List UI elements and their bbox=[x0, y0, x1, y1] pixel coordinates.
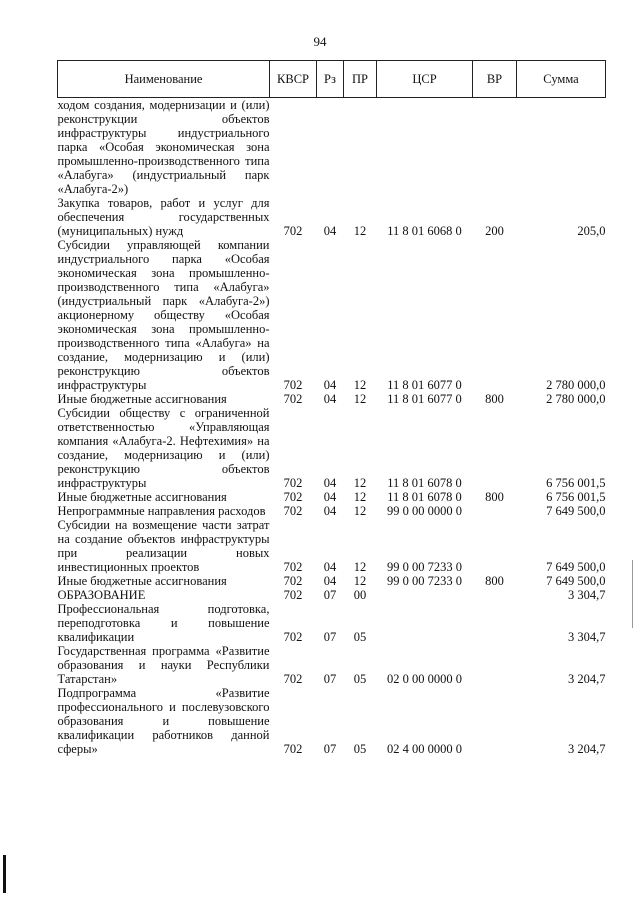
row-name: Иные бюджетные ассигнования bbox=[57, 574, 227, 588]
row-csr: 02 0 00 0000 0 bbox=[387, 672, 462, 686]
row-sum: 7 649 500,0 bbox=[546, 560, 606, 574]
row-name: Субсидии на возмещение части затрат на создание объектов инфраструктуры при реализации новых инвестиционных проектов bbox=[57, 518, 270, 574]
row-kvsr: 702 bbox=[283, 672, 303, 686]
table-row bbox=[58, 602, 606, 644]
row-rz: 04 bbox=[323, 378, 337, 392]
table-row bbox=[58, 392, 606, 406]
row-kvsr: 702 bbox=[283, 630, 303, 644]
table-row bbox=[58, 504, 606, 518]
header-rz: Рз bbox=[317, 61, 344, 98]
row-sum: 6 756 001,5 bbox=[546, 476, 606, 490]
row-pr: 12 bbox=[353, 378, 367, 392]
row-pr bbox=[344, 98, 377, 197]
row-vr bbox=[473, 686, 517, 756]
row-name: Профессиональная подготовка, переподготовка и повышение квалификации bbox=[57, 602, 270, 644]
row-pr: 12 bbox=[353, 490, 367, 504]
row-name: Закупка товаров, работ и услуг для обеспечения государственных (муниципальных) нужд bbox=[57, 196, 270, 238]
row-sum: 7 649 500,0 bbox=[546, 504, 606, 518]
row-pr: 05 bbox=[353, 742, 367, 756]
row-rz: 04 bbox=[323, 574, 337, 588]
row-kvsr: 702 bbox=[283, 560, 303, 574]
table-header-row bbox=[58, 61, 606, 98]
row-vr: 800 bbox=[485, 490, 504, 504]
row-name: Государственная программа «Развитие образования и науки Республики Татарстан» bbox=[57, 644, 270, 686]
row-rz: 04 bbox=[323, 224, 337, 238]
header-vr: ВР bbox=[473, 61, 517, 98]
row-pr: 12 bbox=[353, 574, 367, 588]
row-pr: 05 bbox=[353, 672, 367, 686]
row-rz: 07 bbox=[323, 588, 337, 602]
row-sum: 2 780 000,0 bbox=[546, 378, 606, 392]
row-sum: 3 204,7 bbox=[568, 672, 606, 686]
header-pr: ПР bbox=[344, 61, 377, 98]
row-sum: 7 649 500,0 bbox=[546, 574, 606, 588]
row-vr bbox=[473, 98, 517, 197]
row-name: Иные бюджетные ассигнования bbox=[57, 490, 227, 504]
row-pr: 05 bbox=[353, 630, 367, 644]
row-csr: 99 0 00 0000 0 bbox=[387, 504, 462, 518]
row-sum bbox=[517, 98, 606, 197]
row-csr: 11 8 01 6068 0 bbox=[387, 224, 462, 238]
row-pr: 12 bbox=[353, 392, 367, 406]
row-kvsr: 702 bbox=[283, 588, 303, 602]
row-vr bbox=[473, 588, 517, 602]
scan-edge-mark bbox=[3, 855, 6, 893]
row-rz: 04 bbox=[323, 392, 337, 406]
header-name: Наименование bbox=[58, 61, 270, 98]
row-csr: 11 8 01 6077 0 bbox=[387, 392, 462, 406]
row-csr: 11 8 01 6077 0 bbox=[387, 378, 462, 392]
row-csr: 02 4 00 0000 0 bbox=[387, 742, 462, 756]
row-rz: 07 bbox=[323, 630, 337, 644]
row-csr: 11 8 01 6078 0 bbox=[387, 490, 462, 504]
row-kvsr: 702 bbox=[283, 392, 303, 406]
table-row bbox=[58, 588, 606, 602]
row-kvsr: 702 bbox=[283, 504, 303, 518]
row-name: ОБРАЗОВАНИЕ bbox=[57, 588, 146, 602]
row-vr: 200 bbox=[485, 224, 504, 238]
table-row bbox=[58, 406, 606, 490]
row-sum: 6 756 001,5 bbox=[546, 490, 606, 504]
budget-table bbox=[57, 60, 606, 756]
row-csr: 99 0 00 7233 0 bbox=[387, 560, 462, 574]
row-sum: 205,0 bbox=[577, 224, 606, 238]
table-row bbox=[58, 644, 606, 686]
scan-artifact-line bbox=[632, 560, 633, 628]
row-kvsr bbox=[270, 98, 317, 197]
table-row bbox=[58, 238, 606, 392]
table-row bbox=[58, 98, 606, 197]
row-kvsr: 702 bbox=[283, 224, 303, 238]
row-name: Непрограммные направления расходов bbox=[57, 504, 266, 518]
row-vr bbox=[473, 504, 517, 518]
row-name: Субсидии управляющей компании индустриального парка «Особая экономическая зона промышленно-производственного типа «Алабуга» (индустриальный парк «Алабуга-2») акционерному обществу «Особая экономическая зона промышленно-производственного типа «Алабуга» на создание, модернизацию и (или) реконструкцию объектов инфраструктуры bbox=[57, 238, 270, 392]
row-sum: 3 204,7 bbox=[568, 742, 606, 756]
row-vr bbox=[473, 518, 517, 574]
row-vr: 800 bbox=[485, 392, 504, 406]
row-name: Подпрограмма «Развитие профессионального и послевузовского образования и повышение квалификации работников данной сферы» bbox=[57, 686, 270, 756]
table-row bbox=[58, 196, 606, 238]
row-rz: 04 bbox=[323, 504, 337, 518]
row-csr bbox=[377, 98, 473, 197]
row-rz: 07 bbox=[323, 672, 337, 686]
row-kvsr: 702 bbox=[283, 742, 303, 756]
row-pr: 00 bbox=[353, 588, 367, 602]
row-rz: 04 bbox=[323, 476, 337, 490]
row-csr bbox=[377, 588, 473, 602]
row-name: ходом создания, модернизации и (или) реконструкции объектов инфраструктуры индустриального парка «Особая экономическая зона промышленно-производственного типа «Алабуга» (индустриальный парк «Алабуга-2») bbox=[57, 98, 270, 196]
header-csr: ЦСР bbox=[377, 61, 473, 98]
row-rz: 04 bbox=[323, 560, 337, 574]
row-kvsr: 702 bbox=[283, 490, 303, 504]
row-rz bbox=[317, 98, 344, 197]
row-kvsr: 702 bbox=[283, 378, 303, 392]
row-pr: 12 bbox=[353, 504, 367, 518]
row-name: Субсидии обществу с ограниченной ответственностью «Управляющая компания «Алабуга-2. Нефтехимия» на создание, модернизацию и (или) реконструкцию объектов инфраструктуры bbox=[57, 406, 270, 490]
row-vr bbox=[473, 406, 517, 490]
row-csr: 99 0 00 7233 0 bbox=[387, 574, 462, 588]
row-sum: 3 304,7 bbox=[568, 630, 606, 644]
row-kvsr: 702 bbox=[283, 574, 303, 588]
page-number: 94 bbox=[313, 34, 327, 49]
row-sum: 2 780 000,0 bbox=[546, 392, 606, 406]
row-csr bbox=[377, 602, 473, 644]
row-kvsr: 702 bbox=[283, 476, 303, 490]
row-vr: 800 bbox=[485, 574, 504, 588]
row-name: Иные бюджетные ассигнования bbox=[57, 392, 227, 406]
row-sum: 3 304,7 bbox=[568, 588, 606, 602]
row-vr bbox=[473, 602, 517, 644]
table-row bbox=[58, 518, 606, 574]
row-pr: 12 bbox=[353, 560, 367, 574]
row-pr: 12 bbox=[353, 476, 367, 490]
header-kvsr: КВСР bbox=[270, 61, 317, 98]
row-csr: 11 8 01 6078 0 bbox=[387, 476, 462, 490]
row-pr: 12 bbox=[353, 224, 367, 238]
row-rz: 07 bbox=[323, 742, 337, 756]
row-vr bbox=[473, 238, 517, 392]
row-vr bbox=[473, 644, 517, 686]
row-rz: 04 bbox=[323, 490, 337, 504]
header-sum: Сумма bbox=[517, 61, 606, 98]
table-row bbox=[58, 490, 606, 504]
table-row bbox=[58, 686, 606, 756]
table-row bbox=[58, 574, 606, 588]
